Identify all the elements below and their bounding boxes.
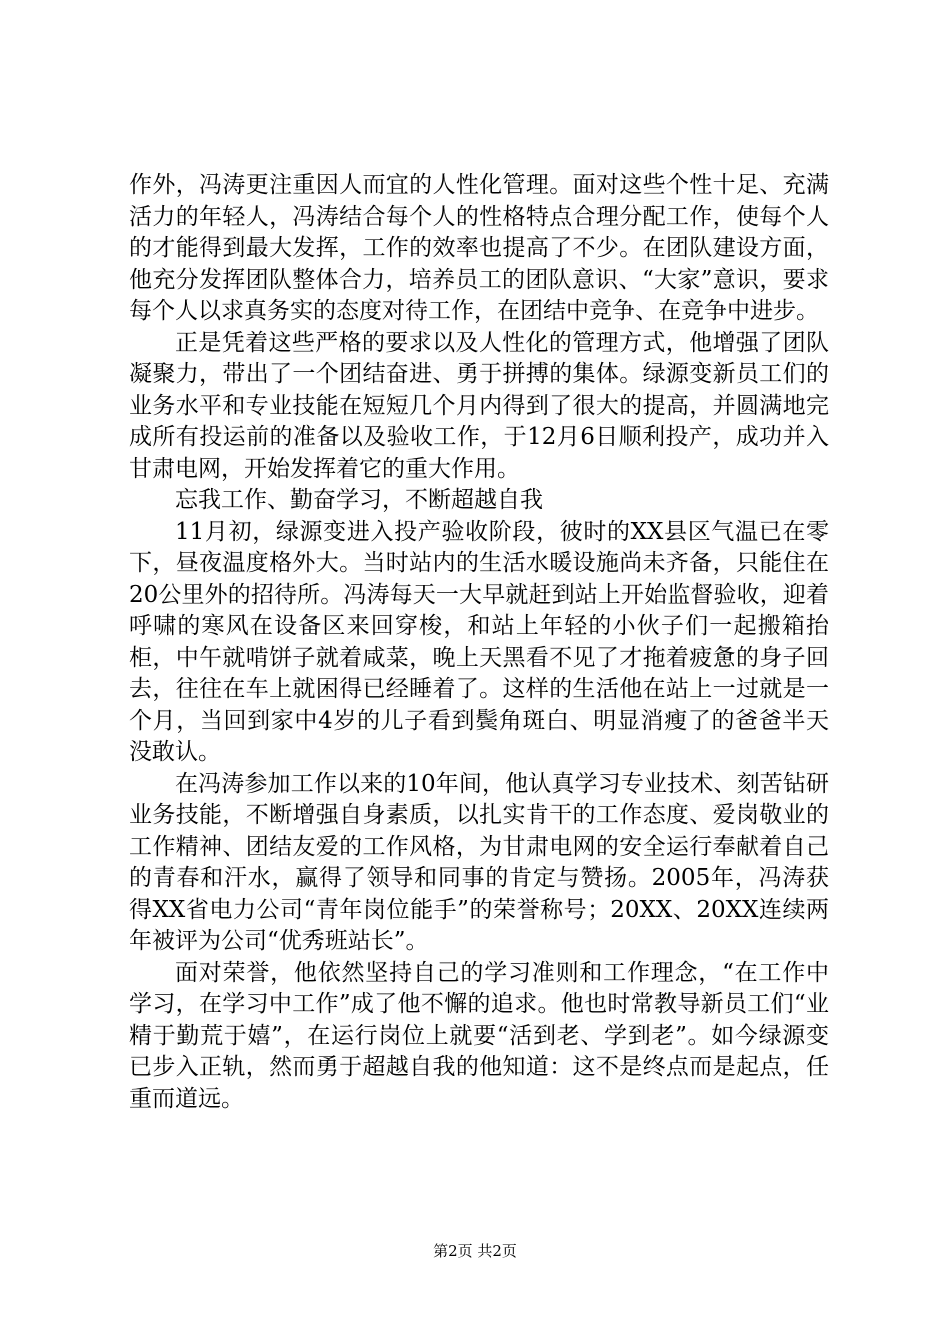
paragraph-4: 在冯涛参加工作以来的10年间，他认真学习专业技术、刻苦钻研业务技能，不断增强自身素质，以扎实肯干的工作态度、爱岗敬业的工作精神、团结友爱的工作风格，为甘肃电网的安全运行奉献着自己的青春和汗水，赢得了领导和同事的肯定与赞扬。2005年，冯涛获得XX省电力公司“青年岗位能手”的荣誉称号；20XX、20XX连续两年被评为公司“优秀班站长”。: [129, 770, 829, 954]
paragraph-2: 正是凭着这些严格的要求以及人性化的管理方式，他增强了团队凝聚力，带出了一个团结奋进、勇于拼搏的集体。绿源变新员工们的业务水平和专业技能在短短几个月内得到了很大的提高，并圆满地完成所有投运前的准备以及验收工作，于12月6日顺利投产，成功并入甘肃电网，开始发挥着它的重大作用。: [129, 329, 829, 482]
paragraph-3: 11月初，绿源变进入投产验收阶段，彼时的XX县区气温已在零下，昼夜温度格外大。当时站内的生活水暖设施尚未齐备，只能住在20公里外的招待所。冯涛每天一大早就赶到站上开始监督验收，迎着呼啸的寒风在设备区来回穿梭，和站上年轻的小伙子们一起搬箱抬柜，中午就啃饼子就着咸菜，晚上天黑看不见了才拖着疲惫的身子回去，往往在车上就困得已经睡着了。这样的生活他在站上一过就是一个月，当回到家中4岁的儿子看到鬓角斑白、明显消瘦了的爸爸半天没敢认。: [129, 518, 829, 765]
section-heading: 忘我工作、勤奋学习，不断超越自我: [175, 487, 543, 513]
paragraph-1: 作外，冯涛更注重因人而宜的人性化管理。面对这些个性十足、充满活力的年轻人，冯涛结合每个人的性格特点合理分配工作，使每个人的才能得到最大发挥，工作的效率也提高了不少。在团队建设方面，他充分发挥团队整体合力，培养员工的团队意识、“大家”意识，要求每个人以求真务实的态度对待工作，在团结中竞争、在竞争中进步。: [129, 172, 829, 324]
document-body: [129, 170, 829, 1115]
paragraph-5: 面对荣誉，他依然坚持自己的学习准则和工作理念，“在工作中学习，在学习中工作”成了他不懈的追求。他也时常教导新员工们“业精于勤荒于嬉”，在运行岗位上就要“活到老、学到老”。如今绿源变已步入正轨，然而勇于超越自我的他知道：这不是终点而是起点，任重而道远。: [129, 959, 829, 1112]
page-footer: 第2页 共2页: [433, 1242, 517, 1260]
